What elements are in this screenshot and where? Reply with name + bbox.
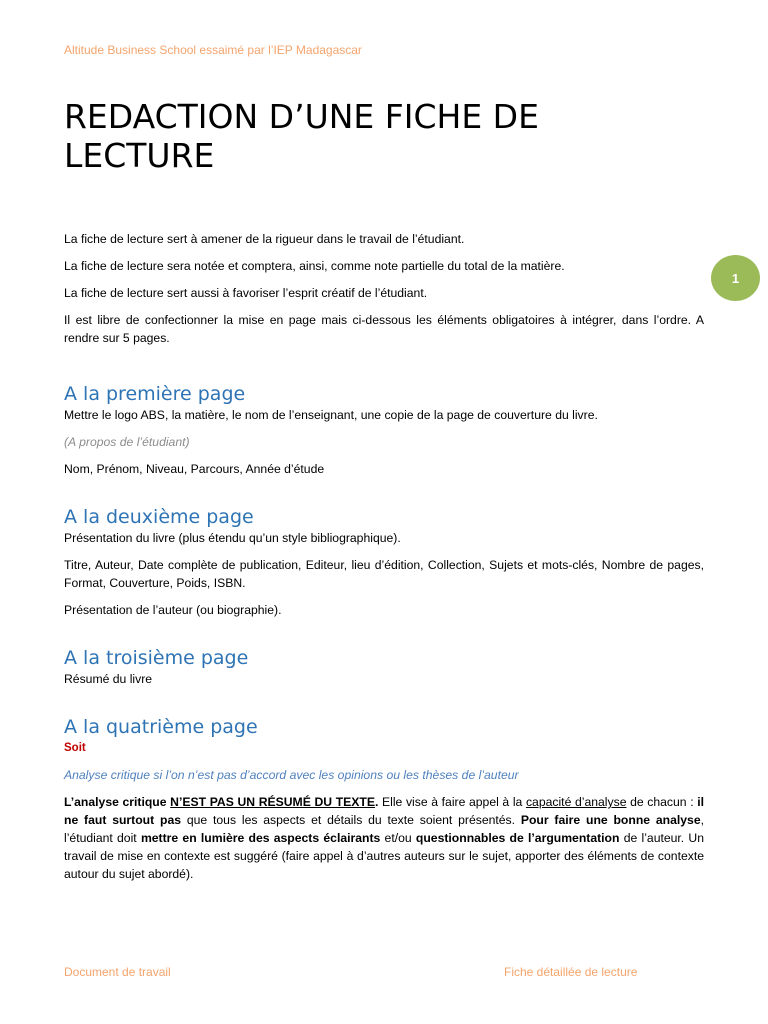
analysis-emphasis: N’EST PAS UN RÉSUMÉ DU TEXTE (170, 795, 375, 809)
analysis-text: , l’étudiant doit (64, 813, 704, 845)
intro-paragraph: La fiche de lecture sert à amener de la rigueur dans le travail de l’étudiant. (64, 232, 465, 246)
analysis-text: Elle vise à faire appel à la (378, 795, 526, 809)
page-header: Altitude Business School essaimé par l’IEP Madagascar (64, 43, 362, 57)
critique-subtitle: Analyse critique si l’on n’est pas d’accord avec les opinions ou les thèses de l’auteur (64, 768, 519, 782)
analysis-lead: L’analyse critique (64, 795, 167, 809)
second-page-text: Présentation du livre (plus étendu qu’un style bibliographique). (64, 531, 401, 545)
second-page-fields: Titre, Auteur, Date complète de publication, Editeur, lieu d’édition, Collection, Sujets et mots-clés, Nombre de pages, Format, Couverture, Poids, ISBN. (64, 558, 704, 590)
footer-left: Document de travail (64, 965, 171, 979)
section-heading-third-page: A la troisième page (64, 647, 249, 669)
document-body (64, 230, 704, 892)
soit-label: Soit (64, 742, 86, 754)
page-title: REDACTION D’UNE FICHE DE LECTURE (64, 97, 539, 175)
first-page-note: (A propos de l’étudiant) (64, 435, 190, 449)
second-page-author: Présentation de l’auteur (ou biographie). (64, 603, 282, 617)
intro-paragraph: Il est libre de confectionner la mise en page mais ci-dessous les éléments obligatoires à intégrer, dans l’ordre. A rendre sur 5 pages. (64, 313, 704, 345)
analysis-period: . (374, 795, 379, 809)
analysis-bold: Pour faire une bonne analyse (520, 813, 701, 827)
first-page-text: Mettre le logo ABS, la matière, le nom de l’enseignant, une copie de la page de couverture du livre. (64, 408, 598, 422)
third-page-text: Résumé du livre (64, 672, 153, 686)
page-number-badge: 1 (711, 255, 760, 301)
analysis-bold: il ne faut surtout pas (64, 795, 704, 827)
analysis-bold: questionnables de l’argumentation (415, 831, 620, 845)
analysis-underline: capacité d’analyse (525, 795, 627, 809)
analysis-text: et/ou (380, 831, 416, 845)
analysis-text: de chacun : (626, 795, 698, 809)
first-page-fields: Nom, Prénom, Niveau, Parcours, Année d’étude (64, 462, 325, 476)
intro-paragraph: La fiche de lecture sert aussi à favoriser l’esprit créatif de l’étudiant. (64, 286, 428, 300)
analysis-paragraph (64, 793, 704, 883)
section-heading-second-page: A la deuxième page (64, 506, 254, 528)
analysis-text: que tous les aspects et détails du texte soient présentés. (181, 813, 521, 827)
section-heading-first-page: A la première page (64, 383, 246, 405)
footer-right: Fiche détaillée de lecture (504, 965, 638, 979)
intro-paragraph: La fiche de lecture sera notée et comptera, ainsi, comme note partielle du total de la matière. (64, 259, 565, 273)
analysis-bold: mettre en lumière des aspects éclairants (140, 831, 381, 845)
analysis-text: de l’auteur. Un travail de mise en contexte est suggéré (faire appel à d’autres auteurs sur le sujet, apporter des éléments de contexte autour du sujet abordé). (64, 831, 705, 881)
section-heading-fourth-page: A la quatrième page (64, 716, 258, 738)
